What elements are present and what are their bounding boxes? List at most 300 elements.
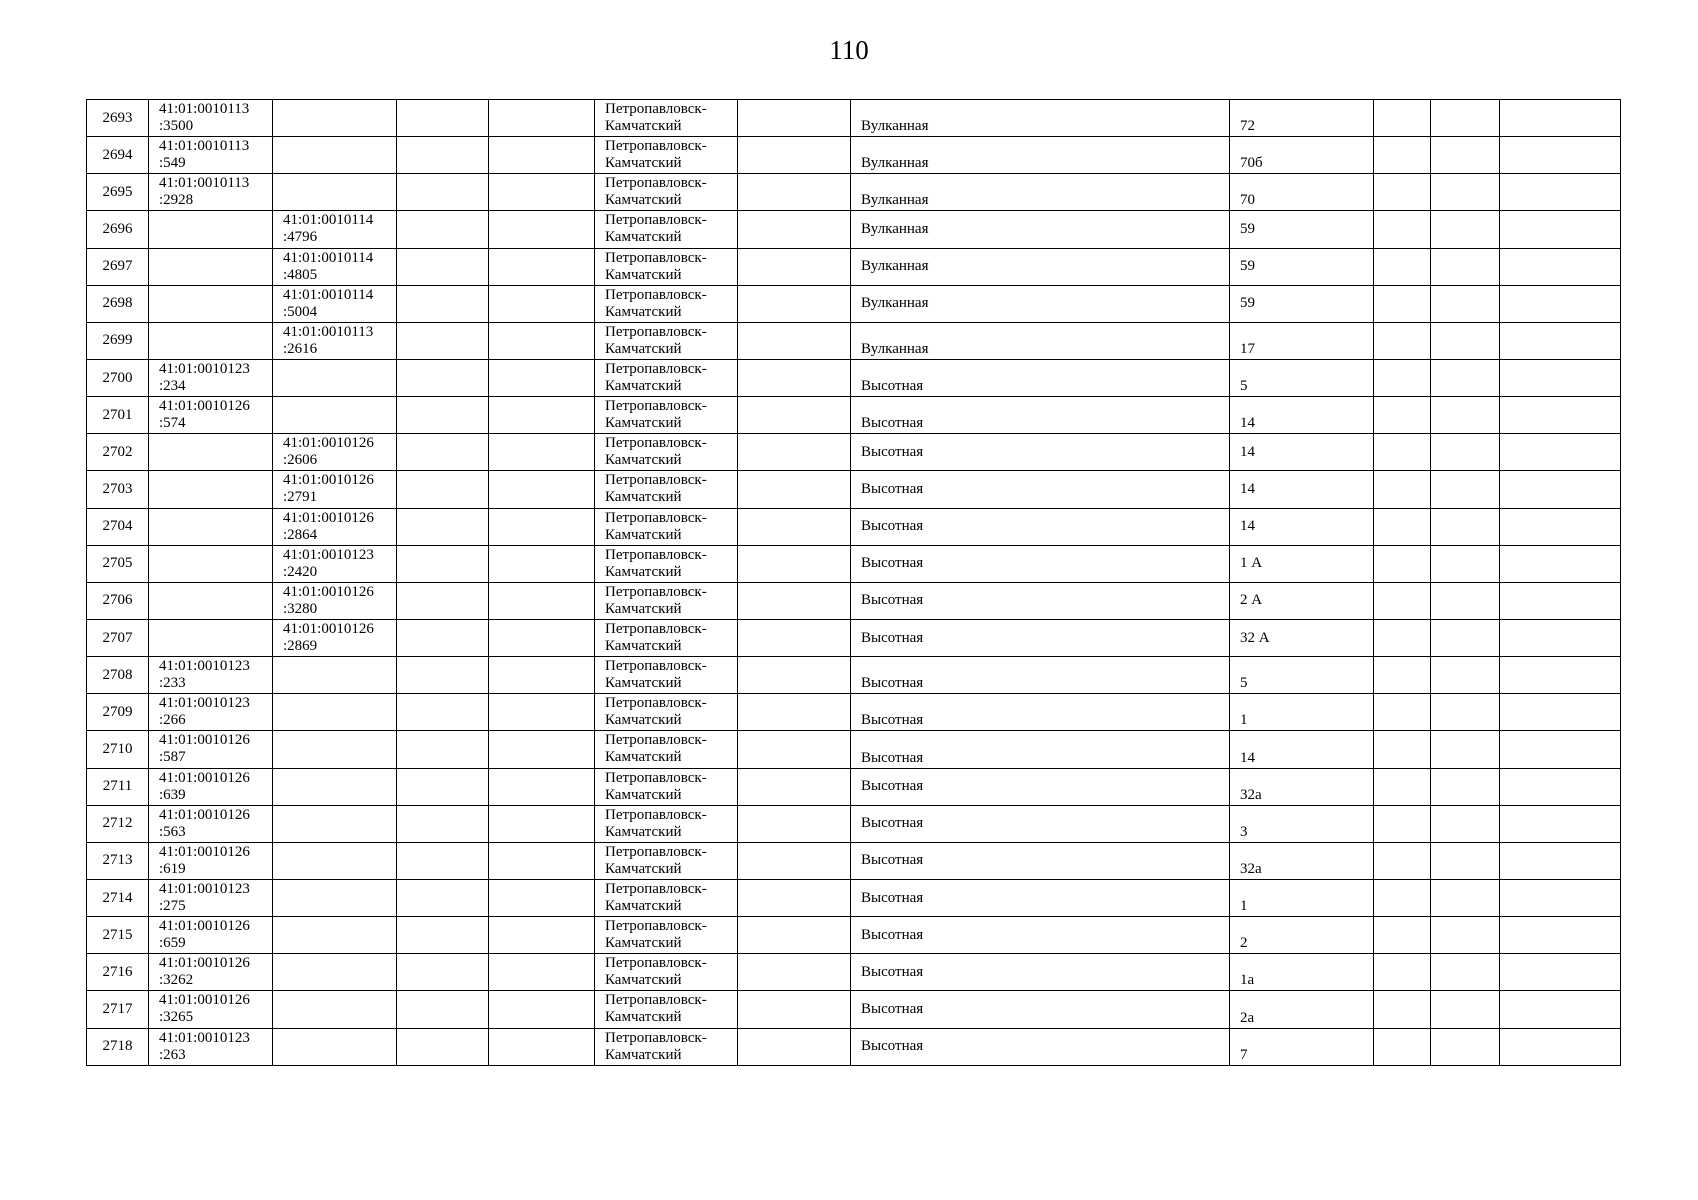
empty-cell [489, 879, 595, 916]
row-number: 2711 [87, 768, 149, 805]
cadastral-part-2: :3280 [283, 600, 318, 617]
city-cell [595, 805, 738, 842]
house-number-cell: 1 [1230, 694, 1374, 731]
cadastral-number-land [149, 285, 273, 322]
empty-cell [1500, 731, 1621, 768]
empty-cell [397, 842, 489, 879]
empty-cell [1431, 768, 1500, 805]
empty-cell [397, 434, 489, 471]
cadastral-number-land [149, 991, 273, 1028]
row-number: 2701 [87, 397, 149, 434]
cadastral-part-1: 41:01:0010126 [283, 509, 374, 526]
empty-cell [1431, 174, 1500, 211]
house-number-cell: 14 [1230, 397, 1374, 434]
empty-cell [1431, 582, 1500, 619]
city-line-2: Камчатский [605, 675, 682, 692]
cadastral-part-2: :4805 [283, 266, 318, 283]
house-number-cell: 70б [1230, 137, 1374, 174]
empty-cell [397, 471, 489, 508]
empty-cell [397, 100, 489, 137]
empty-cell [489, 991, 595, 1028]
empty-cell [1500, 694, 1621, 731]
row-number: 2700 [87, 359, 149, 396]
cadastral-number-building [273, 731, 397, 768]
empty-cell [738, 879, 851, 916]
cadastral-number-building [273, 954, 397, 991]
table-body [87, 100, 1621, 1066]
city-line-2: Камчатский [605, 712, 682, 729]
empty-cell [1431, 285, 1500, 322]
empty-cell [1500, 545, 1621, 582]
empty-cell [1374, 879, 1431, 916]
house-number-cell: 5 [1230, 657, 1374, 694]
empty-cell [1374, 954, 1431, 991]
cadastral-part-1: 41:01:0010123 [159, 658, 250, 675]
cadastral-number-land [149, 322, 273, 359]
house-number-cell: 72 [1230, 100, 1374, 137]
city-line-1: Петропавловск- [605, 1029, 707, 1046]
empty-cell [1374, 768, 1431, 805]
cadastral-number-building [273, 248, 397, 285]
empty-cell [397, 991, 489, 1028]
cadastral-part-2: :266 [159, 712, 186, 729]
cadastral-part-2: :3265 [159, 1009, 194, 1026]
empty-cell [738, 471, 851, 508]
row-number: 2717 [87, 991, 149, 1028]
house-number-cell: 2 А [1230, 582, 1374, 619]
cadastral-part-1: 41:01:0010126 [159, 732, 250, 749]
empty-cell [397, 768, 489, 805]
table-row [87, 508, 1621, 545]
cadastral-part-2: :2864 [283, 526, 318, 543]
empty-cell [1431, 545, 1500, 582]
empty-cell [1500, 137, 1621, 174]
table-row [87, 1028, 1621, 1065]
cadastral-number-building [273, 991, 397, 1028]
row-number: 2707 [87, 619, 149, 656]
city-cell [595, 285, 738, 322]
empty-cell [1431, 657, 1500, 694]
empty-cell [738, 954, 851, 991]
empty-cell [1374, 694, 1431, 731]
house-number-cell: 32а [1230, 842, 1374, 879]
row-number: 2693 [87, 100, 149, 137]
cadastral-number-land [149, 248, 273, 285]
city-line-1: Петропавловск- [605, 138, 707, 155]
street-cell: Высотная [851, 619, 1230, 656]
cadastral-number-land [149, 694, 273, 731]
city-line-2: Камчатский [605, 340, 682, 357]
city-line-1: Петропавловск- [605, 918, 707, 935]
cadastral-number-building [273, 657, 397, 694]
empty-cell [738, 805, 851, 842]
cadastral-number-building [273, 694, 397, 731]
cadastral-part-2: :587 [159, 749, 186, 766]
row-number: 2710 [87, 731, 149, 768]
cadastral-number-building [273, 285, 397, 322]
cadastral-number-land [149, 397, 273, 434]
empty-cell [397, 657, 489, 694]
city-line-2: Камчатский [605, 749, 682, 766]
table-row [87, 471, 1621, 508]
table-row [87, 397, 1621, 434]
house-number-cell: 70 [1230, 174, 1374, 211]
city-line-2: Камчатский [605, 155, 682, 172]
city-cell [595, 619, 738, 656]
empty-cell [1431, 471, 1500, 508]
cadastral-part-2: :2928 [159, 192, 194, 209]
street-cell: Высотная [851, 768, 1230, 805]
city-cell [595, 100, 738, 137]
cadastral-part-2: :619 [159, 860, 186, 877]
cadastral-part-1: 41:01:0010126 [159, 398, 250, 415]
street-cell: Высотная [851, 991, 1230, 1028]
street-cell: Высотная [851, 359, 1230, 396]
cadastral-part-2: :549 [159, 155, 186, 172]
empty-cell [397, 211, 489, 248]
empty-cell [738, 842, 851, 879]
cadastral-number-building [273, 508, 397, 545]
cadastral-number-land [149, 137, 273, 174]
empty-cell [397, 731, 489, 768]
empty-cell [397, 917, 489, 954]
city-cell [595, 397, 738, 434]
empty-cell [738, 174, 851, 211]
city-line-1: Петропавловск- [605, 620, 707, 637]
empty-cell [397, 619, 489, 656]
city-line-1: Петропавловск- [605, 769, 707, 786]
cadastral-part-2: :2420 [283, 563, 318, 580]
empty-cell [738, 1028, 851, 1065]
table-row [87, 582, 1621, 619]
empty-cell [738, 508, 851, 545]
street-cell: Высотная [851, 879, 1230, 916]
cadastral-number-land [149, 657, 273, 694]
cadastral-part-1: 41:01:0010123 [159, 1029, 250, 1046]
row-number: 2695 [87, 174, 149, 211]
city-line-1: Петропавловск- [605, 101, 707, 117]
cadastral-part-2: :233 [159, 675, 186, 692]
empty-cell [1500, 842, 1621, 879]
empty-cell [397, 954, 489, 991]
row-number: 2709 [87, 694, 149, 731]
empty-cell [1374, 174, 1431, 211]
row-number: 2698 [87, 285, 149, 322]
house-number-cell: 59 [1230, 285, 1374, 322]
city-line-2: Камчатский [605, 972, 682, 989]
table-row [87, 285, 1621, 322]
street-cell: Вулканная [851, 137, 1230, 174]
empty-cell [489, 731, 595, 768]
empty-cell [1431, 508, 1500, 545]
city-cell [595, 657, 738, 694]
city-cell [595, 991, 738, 1028]
cadastral-part-1: 41:01:0010126 [159, 918, 250, 935]
cadastral-number-land [149, 731, 273, 768]
cadastral-number-building [273, 842, 397, 879]
empty-cell [489, 842, 595, 879]
empty-cell [489, 359, 595, 396]
table-row [87, 768, 1621, 805]
empty-cell [738, 359, 851, 396]
empty-cell [738, 768, 851, 805]
empty-cell [1374, 359, 1431, 396]
city-cell [595, 174, 738, 211]
street-cell: Высотная [851, 582, 1230, 619]
table-row [87, 545, 1621, 582]
cadastral-number-building [273, 397, 397, 434]
empty-cell [397, 137, 489, 174]
street-cell: Высотная [851, 397, 1230, 434]
row-number: 2702 [87, 434, 149, 471]
address-register-table [86, 99, 1621, 1066]
house-number-cell: 17 [1230, 322, 1374, 359]
empty-cell [1374, 508, 1431, 545]
city-line-2: Камчатский [605, 563, 682, 580]
empty-cell [738, 917, 851, 954]
cadastral-number-building [273, 100, 397, 137]
table-row [87, 694, 1621, 731]
street-cell: Высотная [851, 545, 1230, 582]
city-line-1: Петропавловск- [605, 732, 707, 749]
row-number: 2697 [87, 248, 149, 285]
house-number-cell: 7 [1230, 1028, 1374, 1065]
city-line-1: Петропавловск- [605, 509, 707, 526]
empty-cell [397, 397, 489, 434]
empty-cell [738, 100, 851, 137]
empty-cell [489, 100, 595, 137]
empty-cell [1374, 657, 1431, 694]
city-line-2: Камчатский [605, 452, 682, 469]
empty-cell [489, 285, 595, 322]
house-number-cell: 1 А [1230, 545, 1374, 582]
city-cell [595, 731, 738, 768]
empty-cell [1374, 471, 1431, 508]
city-cell [595, 1028, 738, 1065]
city-line-2: Камчатский [605, 489, 682, 506]
house-number-cell: 5 [1230, 359, 1374, 396]
empty-cell [489, 768, 595, 805]
empty-cell [738, 619, 851, 656]
cadastral-part-1: 41:01:0010126 [159, 992, 250, 1009]
city-line-1: Петропавловск- [605, 806, 707, 823]
cadastral-part-2: :2606 [283, 452, 318, 469]
street-cell: Вулканная [851, 322, 1230, 359]
empty-cell [397, 1028, 489, 1065]
cadastral-number-land [149, 805, 273, 842]
cadastral-part-1: 41:01:0010123 [159, 695, 250, 712]
cadastral-part-1: 41:01:0010113 [159, 138, 250, 155]
house-number-cell: 2 [1230, 917, 1374, 954]
empty-cell [489, 1028, 595, 1065]
empty-cell [1374, 545, 1431, 582]
empty-cell [1500, 768, 1621, 805]
table-row [87, 731, 1621, 768]
empty-cell [738, 137, 851, 174]
empty-cell [1374, 248, 1431, 285]
empty-cell [489, 471, 595, 508]
empty-cell [738, 731, 851, 768]
cadastral-part-1: 41:01:0010113 [159, 175, 250, 192]
cadastral-part-1: 41:01:0010114 [283, 249, 374, 266]
empty-cell [1374, 731, 1431, 768]
street-cell: Вулканная [851, 100, 1230, 137]
table-row [87, 137, 1621, 174]
cadastral-number-building [273, 805, 397, 842]
city-line-2: Камчатский [605, 415, 682, 432]
cadastral-number-land [149, 879, 273, 916]
empty-cell [489, 397, 595, 434]
empty-cell [397, 248, 489, 285]
street-cell: Высотная [851, 471, 1230, 508]
street-cell: Вулканная [851, 211, 1230, 248]
empty-cell [397, 545, 489, 582]
empty-cell [1500, 954, 1621, 991]
empty-cell [489, 694, 595, 731]
empty-cell [738, 285, 851, 322]
empty-cell [489, 174, 595, 211]
city-cell [595, 248, 738, 285]
empty-cell [397, 359, 489, 396]
table-row [87, 954, 1621, 991]
street-cell: Высотная [851, 805, 1230, 842]
cadastral-part-1: 41:01:0010123 [283, 546, 374, 563]
table-row [87, 657, 1621, 694]
street-cell: Высотная [851, 731, 1230, 768]
city-line-1: Петропавловск- [605, 323, 707, 340]
empty-cell [1500, 174, 1621, 211]
street-cell: Вулканная [851, 174, 1230, 211]
city-line-2: Камчатский [605, 823, 682, 840]
city-line-1: Петропавловск- [605, 695, 707, 712]
empty-cell [1374, 619, 1431, 656]
empty-cell [1431, 731, 1500, 768]
cadastral-number-land [149, 545, 273, 582]
city-line-2: Камчатский [605, 118, 682, 134]
empty-cell [1500, 100, 1621, 137]
city-line-1: Петропавловск- [605, 286, 707, 303]
city-line-2: Камчатский [605, 266, 682, 283]
empty-cell [489, 434, 595, 471]
cadastral-part-1: 41:01:0010123 [159, 880, 250, 897]
city-line-2: Камчатский [605, 600, 682, 617]
empty-cell [397, 582, 489, 619]
empty-cell [1374, 991, 1431, 1028]
empty-cell [1374, 434, 1431, 471]
city-line-1: Петропавловск- [605, 175, 707, 192]
cadastral-part-1: 41:01:0010126 [159, 843, 250, 860]
empty-cell [489, 508, 595, 545]
cadastral-number-building [273, 582, 397, 619]
empty-cell [1500, 359, 1621, 396]
city-cell [595, 545, 738, 582]
row-number: 2718 [87, 1028, 149, 1065]
empty-cell [1374, 842, 1431, 879]
city-line-2: Камчатский [605, 1009, 682, 1026]
house-number-cell: 1а [1230, 954, 1374, 991]
row-number: 2705 [87, 545, 149, 582]
cadastral-part-1: 41:01:0010113 [283, 323, 374, 340]
table-row [87, 842, 1621, 879]
city-line-2: Камчатский [605, 377, 682, 394]
city-cell [595, 211, 738, 248]
city-line-1: Петропавловск- [605, 880, 707, 897]
row-number: 2715 [87, 917, 149, 954]
row-number: 2714 [87, 879, 149, 916]
city-cell [595, 137, 738, 174]
cadastral-number-building [273, 471, 397, 508]
row-number: 2713 [87, 842, 149, 879]
empty-cell [397, 508, 489, 545]
cadastral-number-land [149, 211, 273, 248]
empty-cell [1500, 1028, 1621, 1065]
empty-cell [397, 805, 489, 842]
city-line-2: Камчатский [605, 897, 682, 914]
empty-cell [397, 174, 489, 211]
cadastral-number-building [273, 545, 397, 582]
empty-cell [489, 582, 595, 619]
empty-cell [1500, 322, 1621, 359]
empty-cell [1431, 137, 1500, 174]
city-cell [595, 582, 738, 619]
empty-cell [738, 582, 851, 619]
empty-cell [1431, 917, 1500, 954]
city-cell [595, 434, 738, 471]
cadastral-part-1: 41:01:0010114 [283, 212, 374, 229]
city-cell [595, 917, 738, 954]
empty-cell [1374, 285, 1431, 322]
empty-cell [1431, 842, 1500, 879]
house-number-cell: 14 [1230, 434, 1374, 471]
empty-cell [1374, 322, 1431, 359]
empty-cell [1374, 1028, 1431, 1065]
city-line-1: Петропавловск- [605, 360, 707, 377]
empty-cell [1431, 1028, 1500, 1065]
city-cell [595, 359, 738, 396]
empty-cell [397, 322, 489, 359]
city-line-1: Петропавловск- [605, 843, 707, 860]
street-cell: Вулканная [851, 248, 1230, 285]
cadastral-number-land [149, 359, 273, 396]
cadastral-part-1: 41:01:0010114 [283, 286, 374, 303]
cadastral-part-2: :275 [159, 897, 186, 914]
cadastral-part-2: :659 [159, 935, 186, 952]
empty-cell [489, 322, 595, 359]
empty-cell [1500, 471, 1621, 508]
street-cell: Высотная [851, 434, 1230, 471]
empty-cell [1500, 285, 1621, 322]
empty-cell [397, 285, 489, 322]
house-number-cell: 14 [1230, 731, 1374, 768]
city-line-2: Камчатский [605, 1046, 682, 1063]
empty-cell [1500, 917, 1621, 954]
house-number-cell: 14 [1230, 471, 1374, 508]
cadastral-part-1: 41:01:0010126 [159, 955, 250, 972]
cadastral-part-1: 41:01:0010126 [283, 435, 374, 452]
empty-cell [397, 694, 489, 731]
empty-cell [1374, 211, 1431, 248]
house-number-cell: 1 [1230, 879, 1374, 916]
empty-cell [489, 954, 595, 991]
empty-cell [1431, 619, 1500, 656]
empty-cell [738, 434, 851, 471]
empty-cell [1431, 211, 1500, 248]
empty-cell [397, 879, 489, 916]
empty-cell [1431, 359, 1500, 396]
city-line-1: Петропавловск- [605, 472, 707, 489]
cadastral-part-1: 41:01:0010113 [159, 101, 250, 117]
cadastral-part-2: :639 [159, 786, 186, 803]
